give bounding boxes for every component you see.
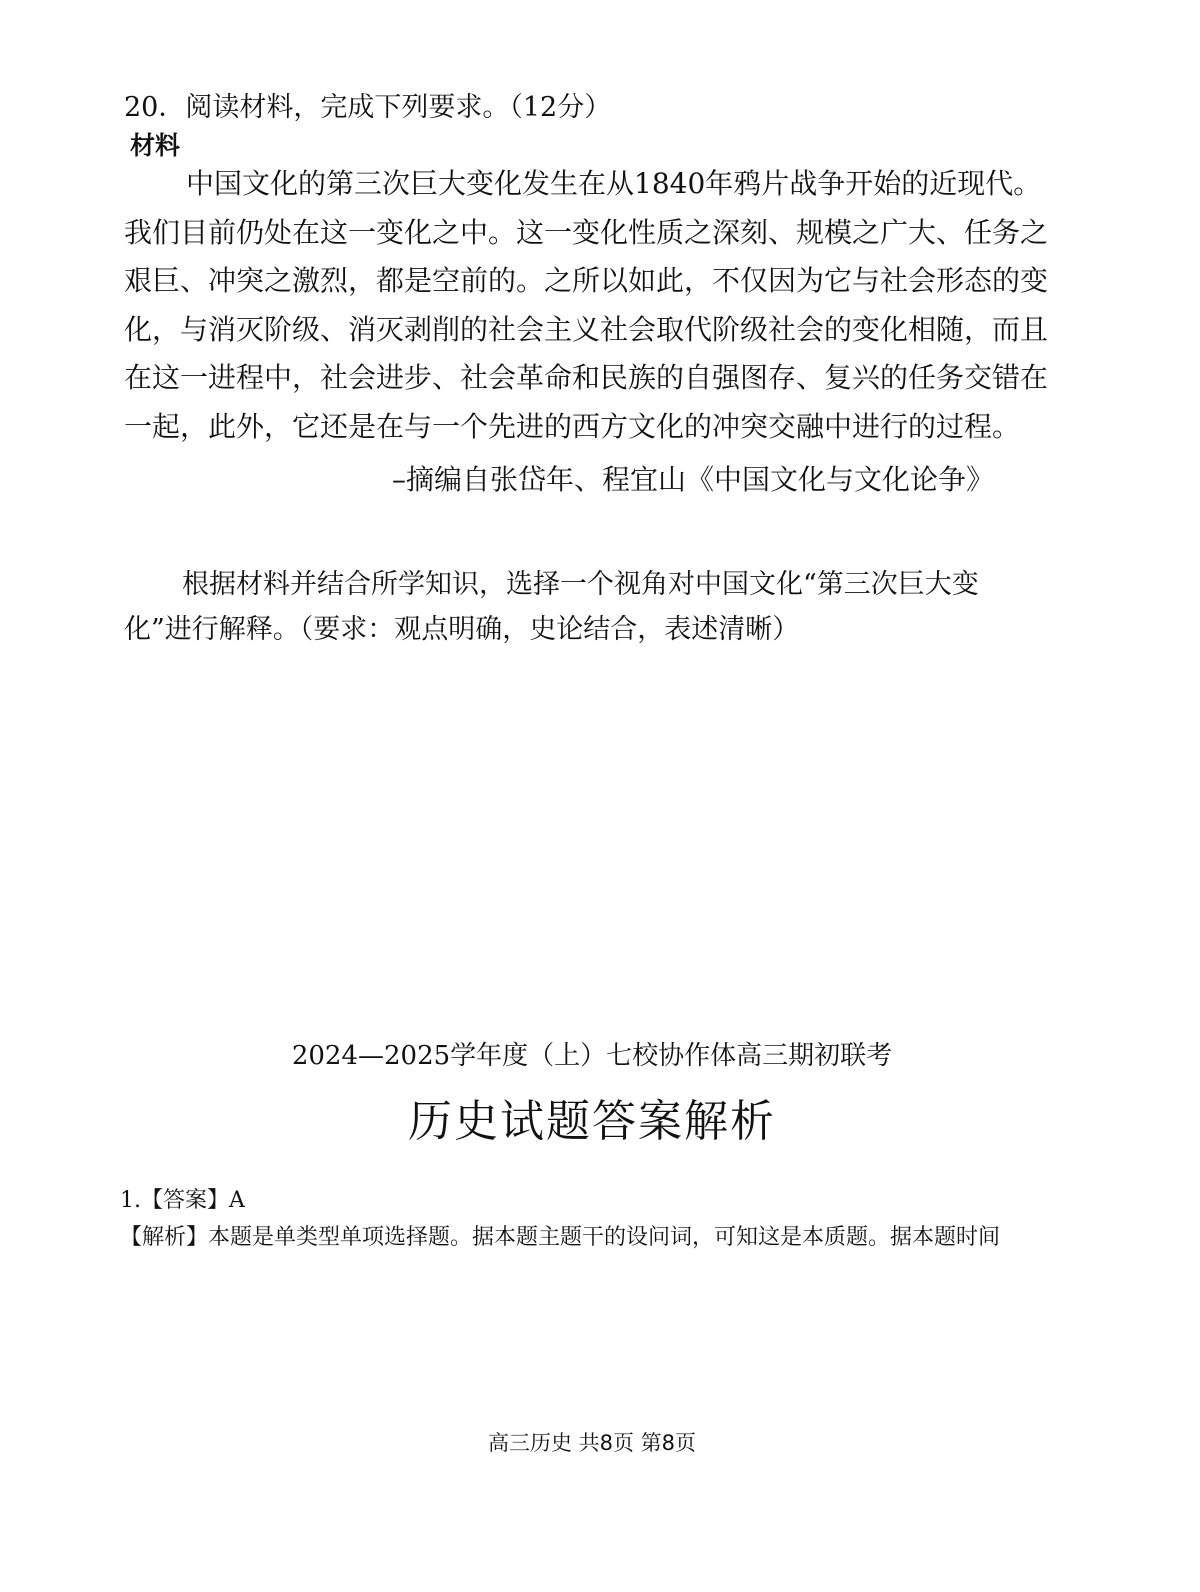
page-footer: 高三历史 共8页 第8页 [487, 1431, 697, 1455]
question-prompt [124, 562, 979, 652]
answer-section-title: 历史试题答案解析 [408, 1096, 776, 1147]
material-line: 一起，此外，它还是在与一个先进的西方文化的冲突交融中进行的过程。 [124, 409, 1021, 443]
material-line: 在这一进程中，社会进步、社会革命和民族的自强图存、复兴的任务交错在 [124, 361, 1049, 394]
question-heading: 20．阅读材料，完成下列要求。（12分） [124, 92, 612, 123]
material-source: –摘编自张岱年、程宜山《中国文化与文化论争》 [392, 463, 995, 496]
prompt-line: 化”进行解释。（要求：观点明确，史论结合，表述清晰） [124, 614, 800, 645]
material-line: 中国文化的第三次巨大变化发生在从1840年鸦片战争开始的近现代。 [186, 167, 1042, 200]
answer-section-subtitle: 2024—2025学年度（上）七校协作体高三期初联考 [291, 1041, 893, 1071]
material-label: 材料 [130, 131, 181, 160]
material-line: 化，与消灭阶级、消灭剥削的社会主义社会取代阶级社会的变化相随，而且 [124, 312, 1049, 346]
material-line: 艰巨、冲突之激烈，都是空前的。之所以如此，不仅因为它与社会形态的变 [124, 264, 1049, 297]
item1-answer: 1.【答案】A [120, 1188, 245, 1213]
material-line: 我们目前仍处在这一变化之中。这一变化性质之深刻、规模之广大、任务之 [124, 215, 1049, 249]
prompt-line: 根据材料并结合所学知识，选择一个视角对中国文化“第三次巨大变 [182, 569, 979, 600]
item1-analysis: 【解析】本题是单类型单项选择题。据本题主题干的设问词，可知这是本质题。据本题时间 [120, 1225, 1001, 1250]
material-paragraph [124, 160, 1069, 451]
